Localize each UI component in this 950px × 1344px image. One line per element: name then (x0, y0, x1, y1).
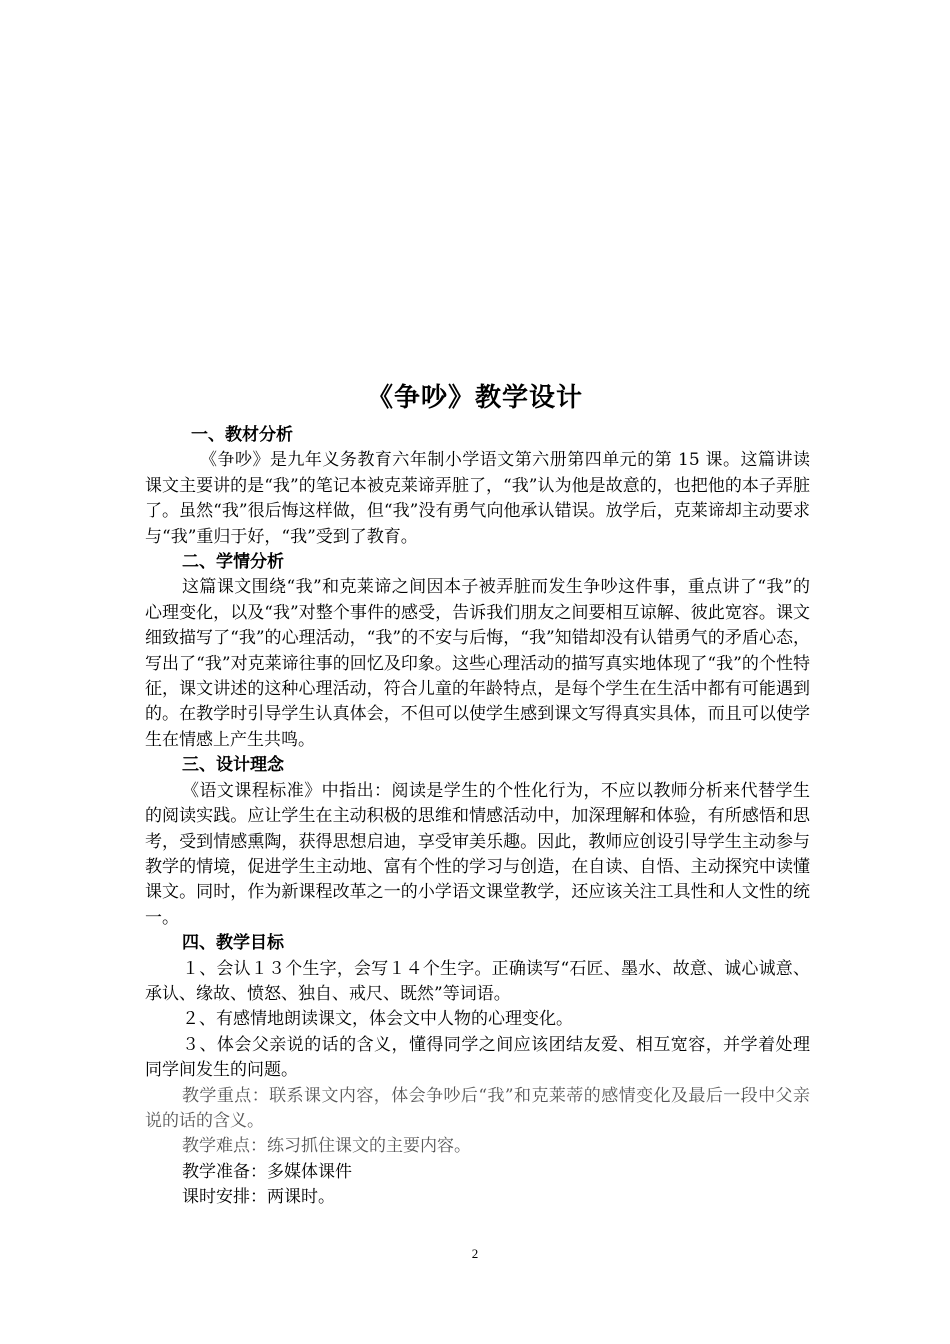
teaching-preparation: 教学准备：多媒体课件 (182, 1161, 352, 1182)
paragraph-textbook-analysis: 《争吵》是九年义务教育六年制小学语文第六册第四单元的第 15 课。这篇讲读课文主要讲的是“我”的笔记本被克莱谛弄脏了，“我”认为他是故意的，也把他的本子弄脏了。虽然“我”很后悔这样做，但“我”没有勇气向他承认错误。放学后，克莱谛却主动要求与“我”重归于好，“我”受到了教育。 (145, 450, 810, 547)
class-schedule: 课时安排：两课时。 (182, 1187, 335, 1208)
teaching-key-points: 教学重点：联系课文内容，体会争吵后“我”和克莱蒂的感情变化及最后一段中父亲说的话的含义。 (145, 1085, 810, 1131)
paragraph-design-concept: 《语文课程标准》中指出：阅读是学生的个性化行为，不应以教师分析来代替学生的阅读实践。应让学生在主动积极的思维和情感活动中，加深理解和体验，有所感悟和思考，受到情感熏陶，获得思想启迪，享受审美乐趣。因此，教师应创设引导学生主动参与教学的情境，促进学生主动地、富有个性的学习与创造，在自读、自悟、主动探究中读懂课文。同时，作为新课程改革之一的小学语文课堂教学，还应该关注工具性和人文性的统一。 (145, 780, 810, 928)
objective-item: ３、体会父亲说的话的含义，懂得同学之间应该团结友爱、相互宽容，并学着处理同学间发生的问题。 (145, 1034, 810, 1081)
section-heading-design-concept: 三、设计理念 (182, 755, 284, 776)
objective-item: ２、有感情地朗读课文，体会文中人物的心理变化。 (182, 1009, 573, 1030)
teaching-difficulties: 教学难点：练习抓住课文的主要内容。 (182, 1136, 471, 1157)
section-heading-student-analysis: 二、学情分析 (182, 552, 284, 573)
page-number: 2 (471, 1246, 479, 1261)
paragraph-student-analysis: 这篇课文围绕“我”和克莱谛之间因本子被弄脏而发生争吵这件事，重点讲了“我”的心理变化，以及“我”对整个事件的感受，告诉我们朋友之间要相互谅解、彼此宽容。课文细致描写了“我”的心理活动，“我”的不安与后悔，“我”知错却没有认错勇气的矛盾心态，写出了“我”对克莱谛往事的回忆及印象。这些心理活动的描写真实地体现了“我”的个性特征，课文讲述的这种心理活动，符合儿童的年龄特点，是每个学生在生活中都有可能遇到的。在教学时引导学生认真体会，不但可以使学生感到课文写得真实具体，而且可以使学生在情感上产生共鸣。 (145, 577, 810, 750)
section-heading-teaching-objectives: 四、教学目标 (182, 933, 284, 954)
document-body (145, 423, 810, 1211)
document-title: 《争吵》教学设计 (366, 383, 583, 413)
objective-item: １、会认１３个生字，会写１４个生字。正确读写“石匠、墨水、故意、诚心诚意、承认、缘故、愤怒、独自、戒尺、既然”等词语。 (145, 958, 810, 1004)
section-heading-textbook-analysis: 一、教材分析 (191, 425, 293, 445)
